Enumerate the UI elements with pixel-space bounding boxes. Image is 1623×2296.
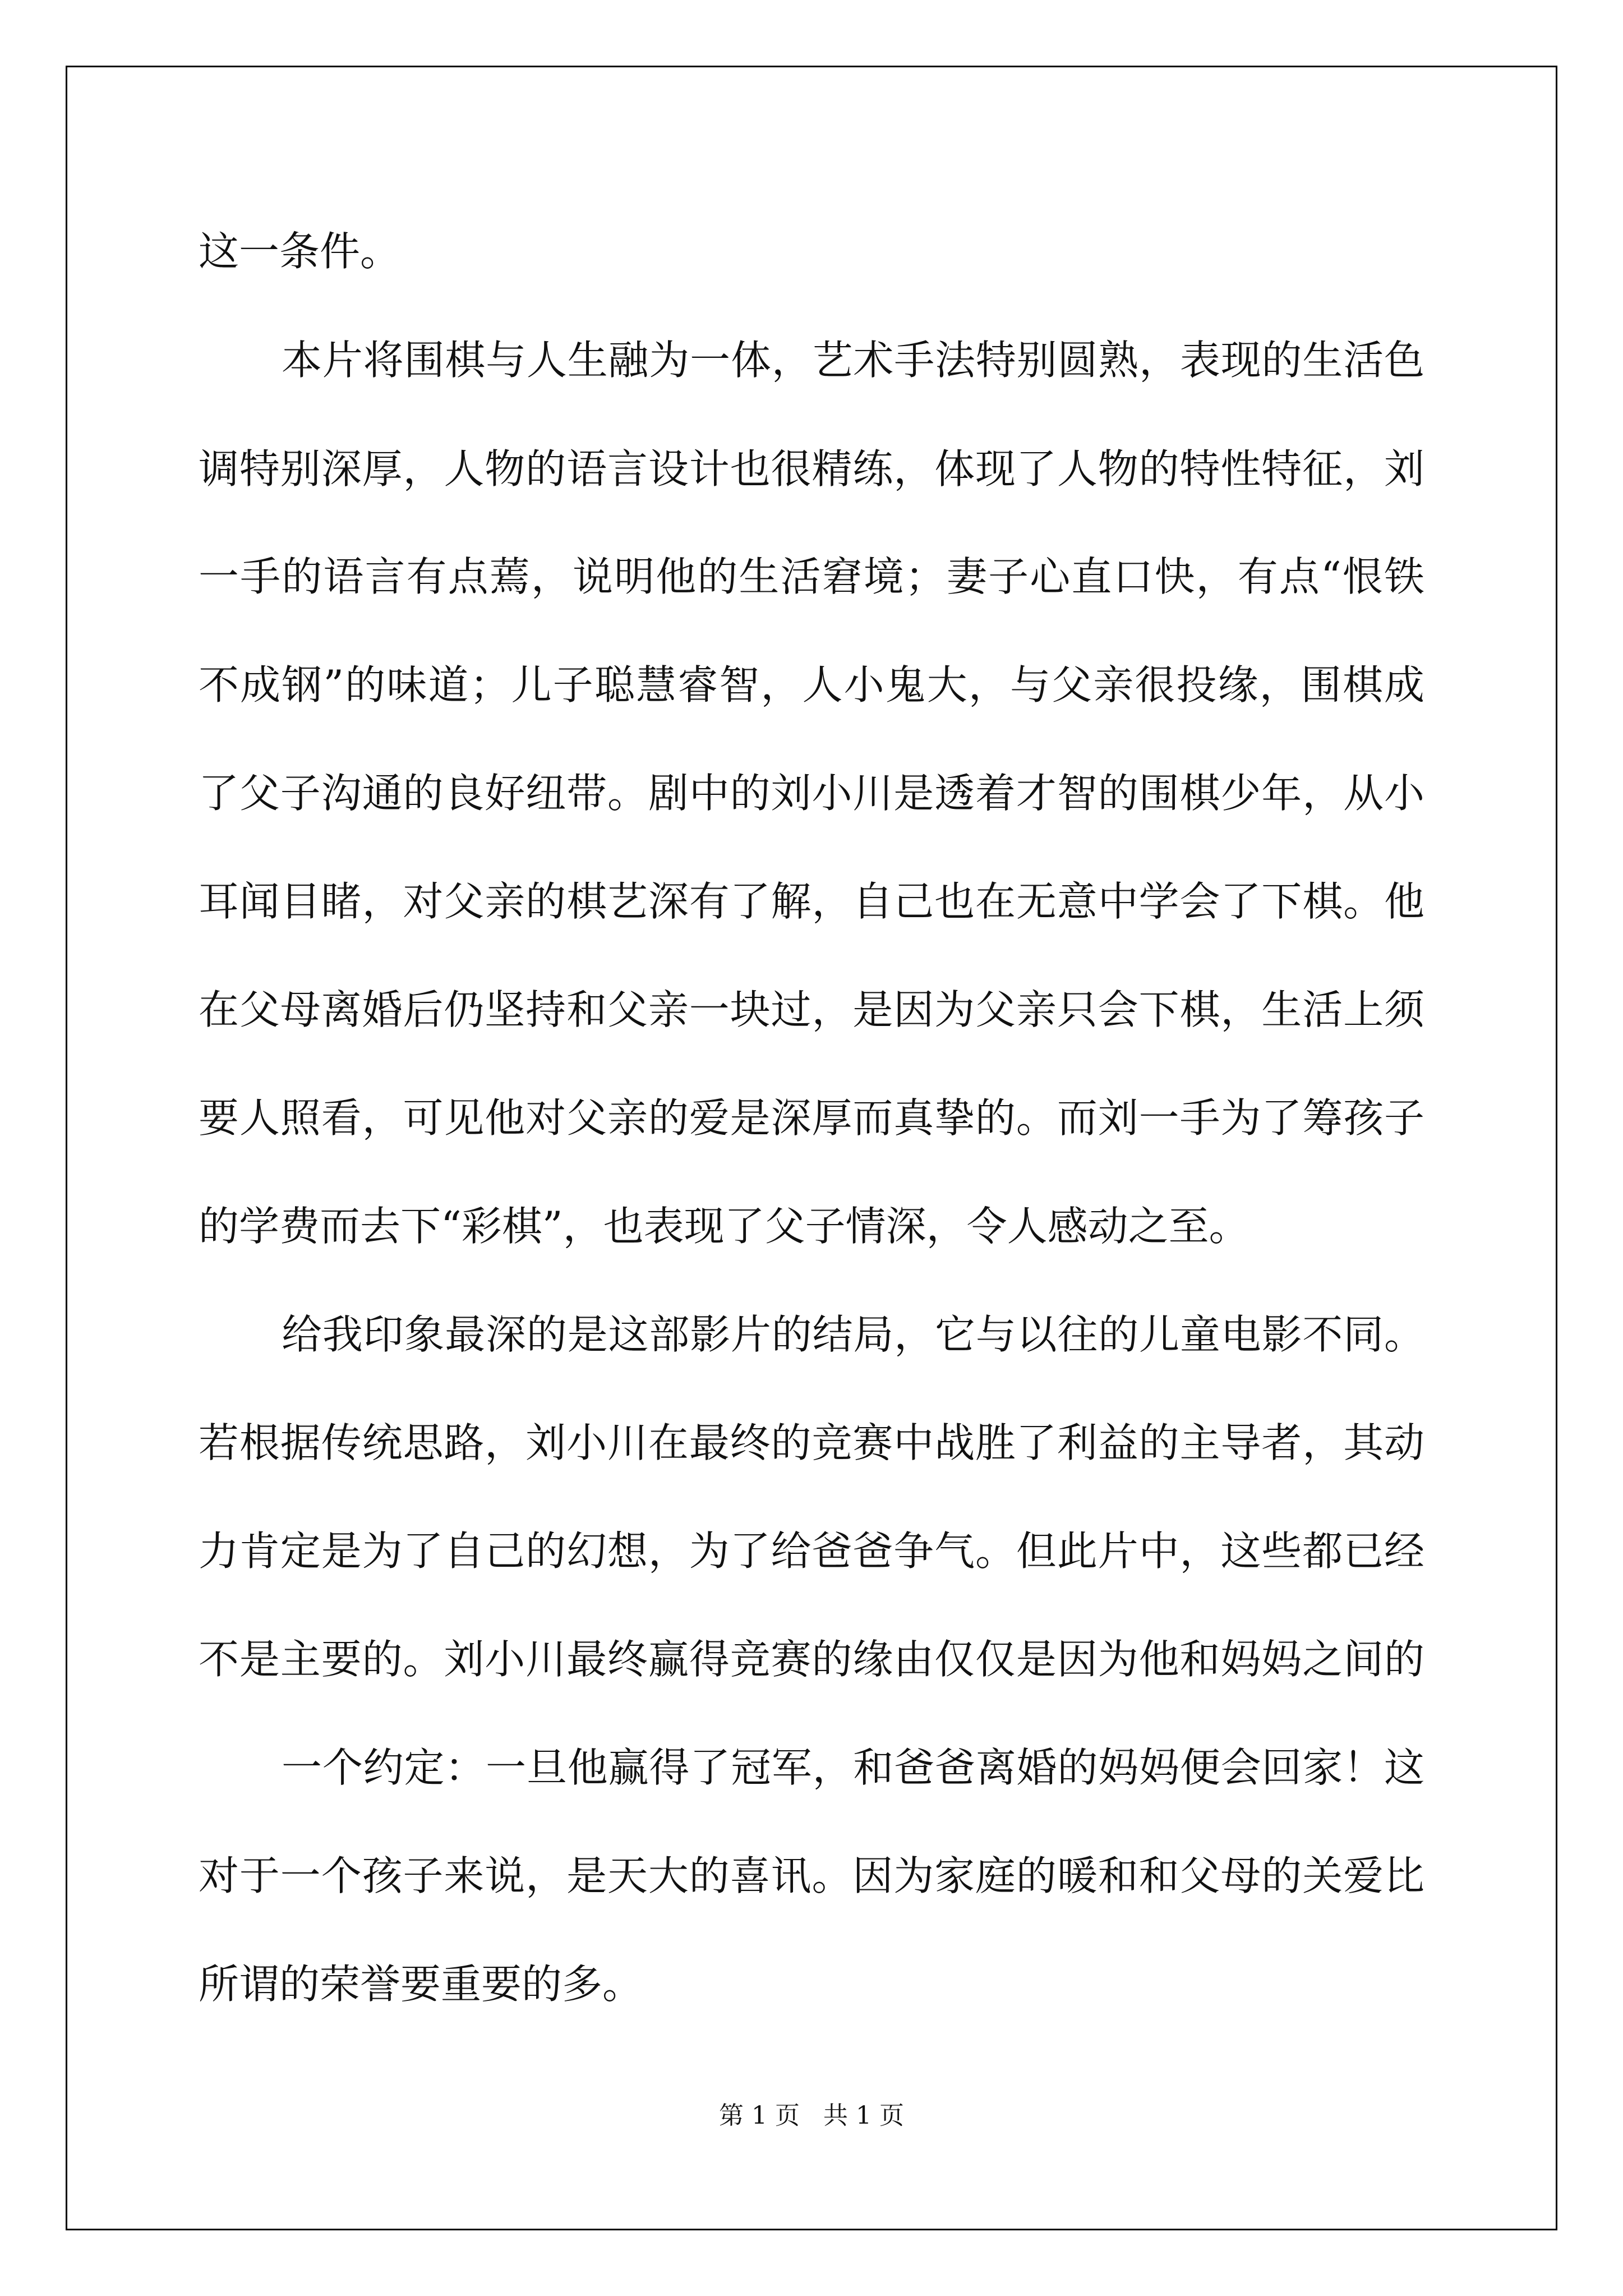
text-line: 在父母离婚后仍坚持和父亲一块过，是因为父亲只会下棋，生活上须 xyxy=(199,986,1424,1033)
text-line: 耳闻目睹，对父亲的棋艺深有了解，自己也在无意中学会了下棋。他 xyxy=(199,878,1424,925)
text-line: 本片将围棋与人生融为一体，艺术手法特别圆熟，表现的生活色 xyxy=(282,337,1424,384)
text-line: 不成钢”的味道；儿子聪慧睿智，人小鬼大，与父亲很投缘，围棋成 xyxy=(199,661,1424,708)
page-number-footer: 第 1 页 共 1 页 xyxy=(719,2101,904,2130)
page-border xyxy=(66,66,1557,2230)
text-line: 不是主要的。刘小川最终赢得竞赛的缘由仅仅是因为他和妈妈之间的 xyxy=(199,1636,1424,1683)
text-line: 这一条件。 xyxy=(199,228,401,275)
text-line: 一个约定：一旦他赢得了冠军，和爸爸离婚的妈妈便会回家！这 xyxy=(282,1744,1424,1791)
text-line: 调特别深厚，人物的语言设计也很精练，体现了人物的特性特征，刘 xyxy=(199,445,1424,493)
text-line: 了父子沟通的良好纽带。剧中的刘小川是透着才智的围棋少年，从小 xyxy=(199,770,1424,817)
text-line: 给我印象最深的是这部影片的结局，它与以往的儿童电影不同。 xyxy=(282,1311,1424,1358)
text-line: 所谓的荣誉要重要的多。 xyxy=(199,1961,643,2008)
text-line: 的学费而去下“彩棋”，也表现了父子情深，令人感动之至。 xyxy=(199,1203,1249,1250)
text-line: 对于一个孩子来说，是天大的喜讯。因为家庭的暖和和父母的关爱比 xyxy=(199,1852,1424,1899)
text-line: 若根据传统思路，刘小川在最终的竞赛中战胜了利益的主导者，其动 xyxy=(199,1419,1424,1466)
text-line: 力肯定是为了自己的幻想，为了给爸爸争气。但此片中，这些都已经 xyxy=(199,1527,1424,1575)
text-line: 要人照看，可见他对父亲的爱是深厚而真挚的。而刘一手为了筹孩子 xyxy=(199,1094,1424,1142)
text-line: 一手的语言有点蔫，说明他的生活窘境；妻子心直口快，有点“恨铁 xyxy=(199,553,1424,600)
